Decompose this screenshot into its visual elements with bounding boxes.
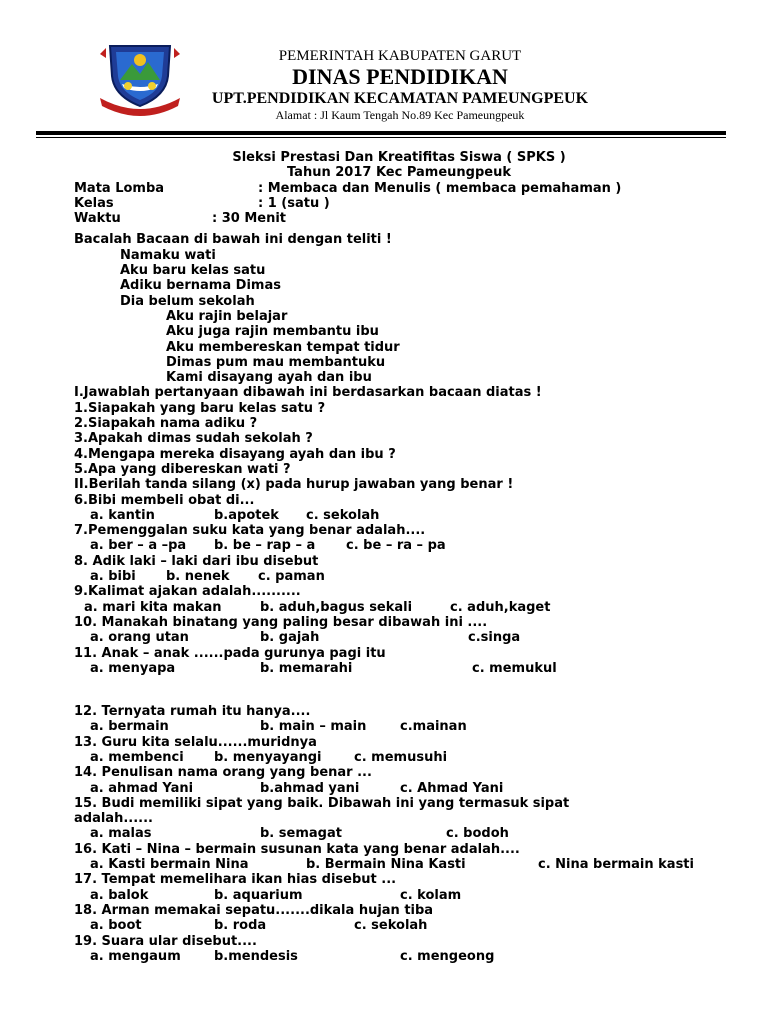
option-a[interactable]: a. boot xyxy=(90,918,142,934)
mc-options xyxy=(74,826,734,841)
address: Alamat : Jl Kaum Tengah No.89 Kec Pameungpeuk xyxy=(275,108,525,122)
mc-question: 7.Pemenggalan suku kata yang benar adalah.... xyxy=(74,523,426,539)
mc-options xyxy=(74,888,734,903)
mc-options xyxy=(74,949,734,964)
exam-year: Tahun 2017 Kec Pameungpeuk xyxy=(286,165,511,181)
subject-label: Mata Lomba xyxy=(74,180,165,196)
essay-question: 3.Apakah dimas sudah sekolah ? xyxy=(74,431,313,447)
option-a[interactable]: a. membenci xyxy=(90,749,184,765)
mc-question: 9.Kalimat ajakan adalah.......... xyxy=(74,584,301,600)
class-value: : 1 (satu ) xyxy=(258,195,330,211)
mc-options xyxy=(74,508,734,523)
option-c[interactable]: c.singa xyxy=(468,630,521,646)
reading-line: Dimas pum mau membantuku xyxy=(166,354,386,370)
garut-regency-emblem-icon xyxy=(96,40,184,116)
option-a[interactable]: a. orang utan xyxy=(90,630,189,646)
option-b[interactable]: b.ahmad yani xyxy=(260,780,360,796)
mc-options xyxy=(74,600,734,615)
unit-name: UPT.PENDIDIKAN KECAMATAN PAMEUNGPEUK xyxy=(211,90,589,107)
mc-question: 8. Adik laki – laki dari ibu disebut xyxy=(74,553,319,569)
essay-question: 2.Siapakah nama adiku ? xyxy=(74,416,258,432)
option-b[interactable]: b. semagat xyxy=(260,826,342,842)
option-b[interactable]: b. memarahi xyxy=(260,660,353,676)
mc-question: 17. Tempat memelihara ikan hias disebut ... xyxy=(74,872,397,888)
mc-options xyxy=(74,750,734,765)
essay-question: 1.Siapakah yang baru kelas satu ? xyxy=(74,400,326,416)
mc-options xyxy=(74,918,734,933)
option-a[interactable]: a. kantin xyxy=(90,507,155,523)
option-a[interactable]: a. menyapa xyxy=(90,660,176,676)
option-c[interactable]: c. kolam xyxy=(400,887,462,903)
reading-line: Aku juga rajin membantu ibu xyxy=(166,324,379,340)
reading-line: Dia belum sekolah xyxy=(120,293,255,309)
reading-line: Namaku wati xyxy=(120,247,216,263)
mc-question: 18. Arman memakai sepatu.......dikala hujan tiba xyxy=(74,902,434,918)
exam-content xyxy=(74,150,734,964)
option-a[interactable]: a. mari kita makan xyxy=(84,599,222,615)
mc-options xyxy=(74,538,734,553)
option-a[interactable]: a. Kasti bermain Nina xyxy=(90,857,249,873)
reading-line: Aku rajin belajar xyxy=(166,308,288,324)
mc-question: 19. Suara ular disebut.... xyxy=(74,933,257,949)
essay-question: 5.Apa yang dibereskan wati ? xyxy=(74,461,291,477)
option-b[interactable]: b. aquarium xyxy=(214,887,303,903)
reading-line: Aku membereskan tempat tidur xyxy=(166,339,400,355)
option-c[interactable]: c. sekolah xyxy=(306,507,380,523)
mc-question: 15. Budi memiliki sipat yang baik. Dibawah ini yang termasuk sipat xyxy=(74,795,570,811)
mc-options xyxy=(74,630,734,645)
subject-value: : Membaca dan Menulis ( membaca pemahaman ) xyxy=(258,180,622,196)
letterhead xyxy=(0,0,768,140)
reading-line: Adiku bernama Dimas xyxy=(120,278,281,294)
option-b[interactable]: b. main – main xyxy=(260,719,367,735)
mc-options xyxy=(74,661,734,676)
mc-question: 16. Kati – Nina – bermain susunan kata yang benar adalah.... xyxy=(74,841,520,857)
exam-title: Sleksi Prestasi Dan Kreatifitas Siswa ( SPKS ) xyxy=(232,150,566,165)
mc-question: 10. Manakah binatang yang paling besar dibawah ini .... xyxy=(74,614,488,630)
class-label: Kelas xyxy=(74,195,114,211)
option-a[interactable]: a. ahmad Yani xyxy=(90,780,194,796)
option-b[interactable]: b.mendesis xyxy=(214,948,298,964)
mc-options xyxy=(74,569,734,584)
time-row xyxy=(74,211,734,226)
option-a[interactable]: a. balok xyxy=(90,887,149,903)
option-c[interactable]: c. Ahmad Yani xyxy=(400,780,504,796)
option-c[interactable]: c.mainan xyxy=(400,719,467,735)
section2-heading: II.Berilah tanda silang (x) pada hurup jawaban yang benar ! xyxy=(74,477,514,493)
option-b[interactable]: b. gajah xyxy=(260,630,320,646)
time-value: : 30 Menit xyxy=(212,211,287,227)
letterhead-rule-thick xyxy=(36,131,726,135)
option-a[interactable]: a. bermain xyxy=(90,719,169,735)
mc-question: 11. Anak – anak ......pada gurunya pagi itu xyxy=(74,645,386,661)
mc-question: 12. Ternyata rumah itu hanya.... xyxy=(74,704,311,720)
reading-instruction: Bacalah Bacaan di bawah ini dengan teliti ! xyxy=(74,232,392,248)
mc-question: 14. Penulisan nama orang yang benar ... xyxy=(74,765,372,781)
letterhead-rule-thin xyxy=(36,137,726,138)
option-c[interactable]: c. be – ra – pa xyxy=(346,538,446,554)
option-b[interactable]: b. be – rap – a xyxy=(214,538,316,554)
mc-options xyxy=(74,857,734,872)
reading-line: Kami disayang ayah dan ibu xyxy=(166,370,372,386)
subject-row xyxy=(74,181,734,196)
option-c[interactable]: c. mengeong xyxy=(400,948,495,964)
option-c[interactable]: c. memusuhi xyxy=(354,749,448,765)
option-b[interactable]: b. Bermain Nina Kasti xyxy=(306,857,466,873)
option-b[interactable]: b. menyayangi xyxy=(214,749,322,765)
mc-options xyxy=(74,781,734,796)
mc-options xyxy=(74,719,734,734)
class-row xyxy=(74,196,734,211)
option-c[interactable]: c. Nina bermain kasti xyxy=(538,857,694,873)
option-a[interactable]: a. mengaum xyxy=(90,948,181,964)
section1-heading: I.Jawablah pertanyaan dibawah ini berdasarkan bacaan diatas ! xyxy=(74,385,542,401)
option-c[interactable]: c. sekolah xyxy=(354,918,428,934)
option-a[interactable]: a. malas xyxy=(90,826,152,842)
essay-question: 4.Mengapa mereka disayang ayah dan ibu ? xyxy=(74,446,396,462)
option-c[interactable]: c. bodoh xyxy=(446,826,509,842)
time-label: Waktu xyxy=(74,211,121,227)
option-c[interactable]: c. memukul xyxy=(472,660,557,676)
option-b[interactable]: b. roda xyxy=(214,918,267,934)
option-b[interactable]: b. aduh,bagus sekali xyxy=(260,599,413,615)
mc-question: 13. Guru kita selalu......muridnya xyxy=(74,734,317,750)
option-b[interactable]: b. nenek xyxy=(166,569,230,585)
option-c[interactable]: c. paman xyxy=(258,569,325,585)
mc-question: 6.Bibi membeli obat di... xyxy=(74,492,255,508)
option-b[interactable]: b.apotek xyxy=(214,507,279,523)
option-c[interactable]: c. aduh,kaget xyxy=(450,599,551,615)
mc-question-cont: adalah...... xyxy=(74,811,153,827)
dept-name: DINAS PENDIDIKAN xyxy=(292,64,508,89)
option-a[interactable]: a. bibi xyxy=(90,569,136,585)
option-a[interactable]: a. ber – a –pa xyxy=(90,538,187,554)
gov-name: PEMERINTAH KABUPATEN GARUT xyxy=(278,48,522,64)
reading-line: Aku baru kelas satu xyxy=(120,263,266,279)
